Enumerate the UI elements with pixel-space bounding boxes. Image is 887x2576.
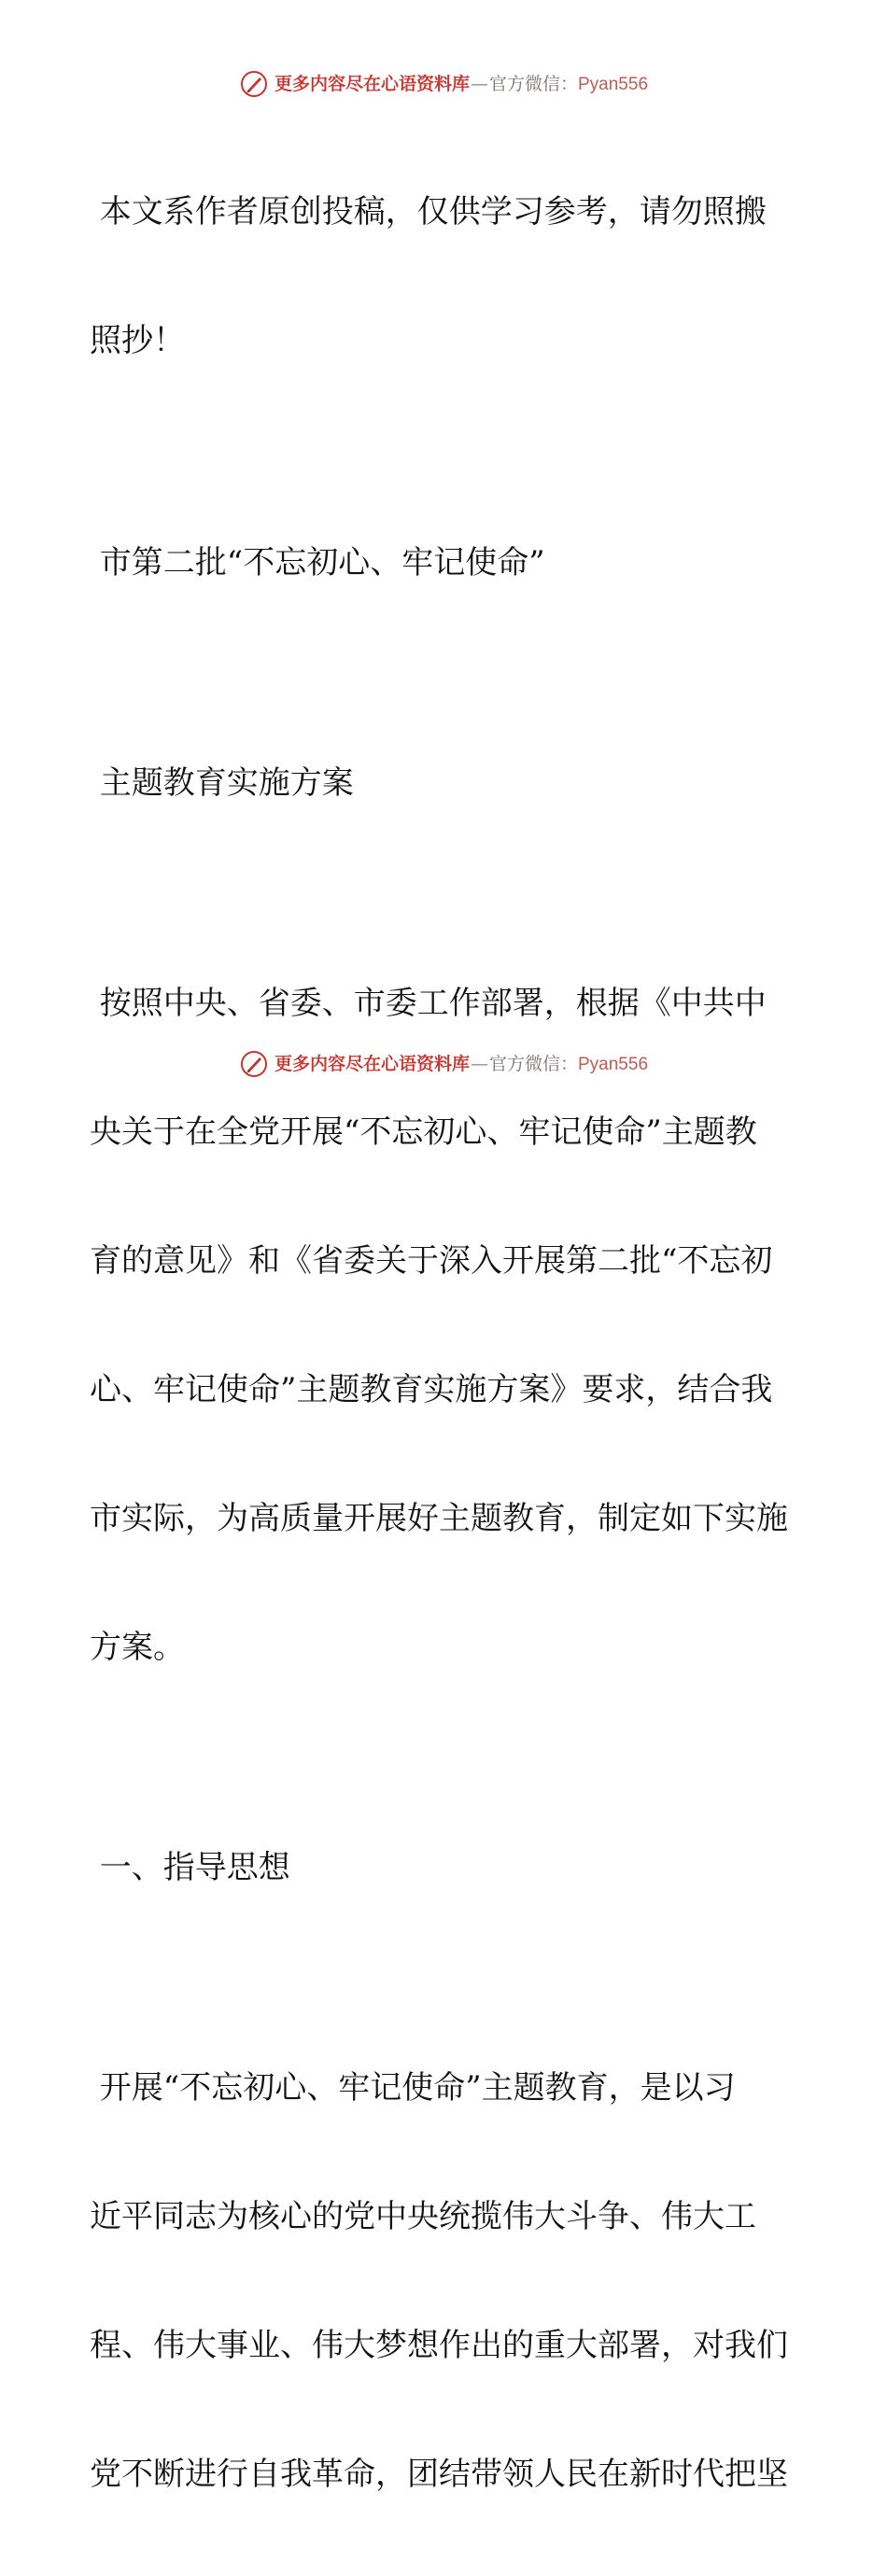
footer-watermark-banner [0,1045,887,1083]
section-1-line: 党不断进行自我革命，团结带领人民在新时代把坚 [90,2456,788,2493]
header-watermark-banner [0,65,887,103]
notice-line: 照抄！ [90,322,185,359]
intro-line: 市实际，为高质量开展好主题教育，制定如下实施 [90,1500,788,1537]
section-heading [90,1766,799,1969]
section-1-line: 近平同志为核心的党中央统揽伟大斗争、伟大工 [90,2198,756,2235]
wechat-label: 官方微信： [488,1053,578,1074]
quill-pen-logo-icon [239,69,269,99]
intro-line: 按照中央、省委、市委工作部署，根据《中共中 [90,985,767,1022]
intro-line: 育的意见》和《省委关于深入开展第二批“不忘初 [90,1242,773,1280]
section-1-line: 程、伟大事业、伟大梦想作出的重大部署，对我们 [90,2327,788,2364]
section-1-body [90,1986,799,2576]
intro-line: 方案。 [90,1629,185,1666]
document-title [90,461,799,665]
document-body [90,110,799,2576]
section-1-heading: 一、指导思想 [90,1849,290,1886]
wechat-account: Pyan556 [578,1054,649,1074]
document-subtitle [90,681,799,885]
title-line-1: 市第二批“不忘初心、牢记使命” [90,544,545,581]
title-line-2: 主题教育实施方案 [90,764,354,802]
banner-dash: — [470,1053,488,1074]
intro-line: 心、牢记使命”主题教育实施方案》要求，结合我 [90,1371,773,1408]
quill-pen-logo-icon [239,1049,269,1079]
notice-line: 本文系作者原创投稿，仅供学习参考，请勿照搬 [90,193,767,231]
banner-dash: — [470,73,488,94]
copyright-notice [90,110,799,442]
section-1-line: 开展“不忘初心、牢记使命”主题教育，是以习 [90,2069,736,2107]
banner-text [274,1053,649,1074]
intro-paragraph [90,902,799,1749]
intro-line: 央关于在全党开展“不忘初心、牢记使命”主题教 [90,1113,757,1151]
wechat-label: 官方微信： [488,73,578,94]
wechat-account: Pyan556 [578,74,649,94]
banner-text [274,73,649,94]
brand-name: 更多内容尽在心语资料库 [274,73,470,94]
brand-name: 更多内容尽在心语资料库 [274,1053,470,1074]
